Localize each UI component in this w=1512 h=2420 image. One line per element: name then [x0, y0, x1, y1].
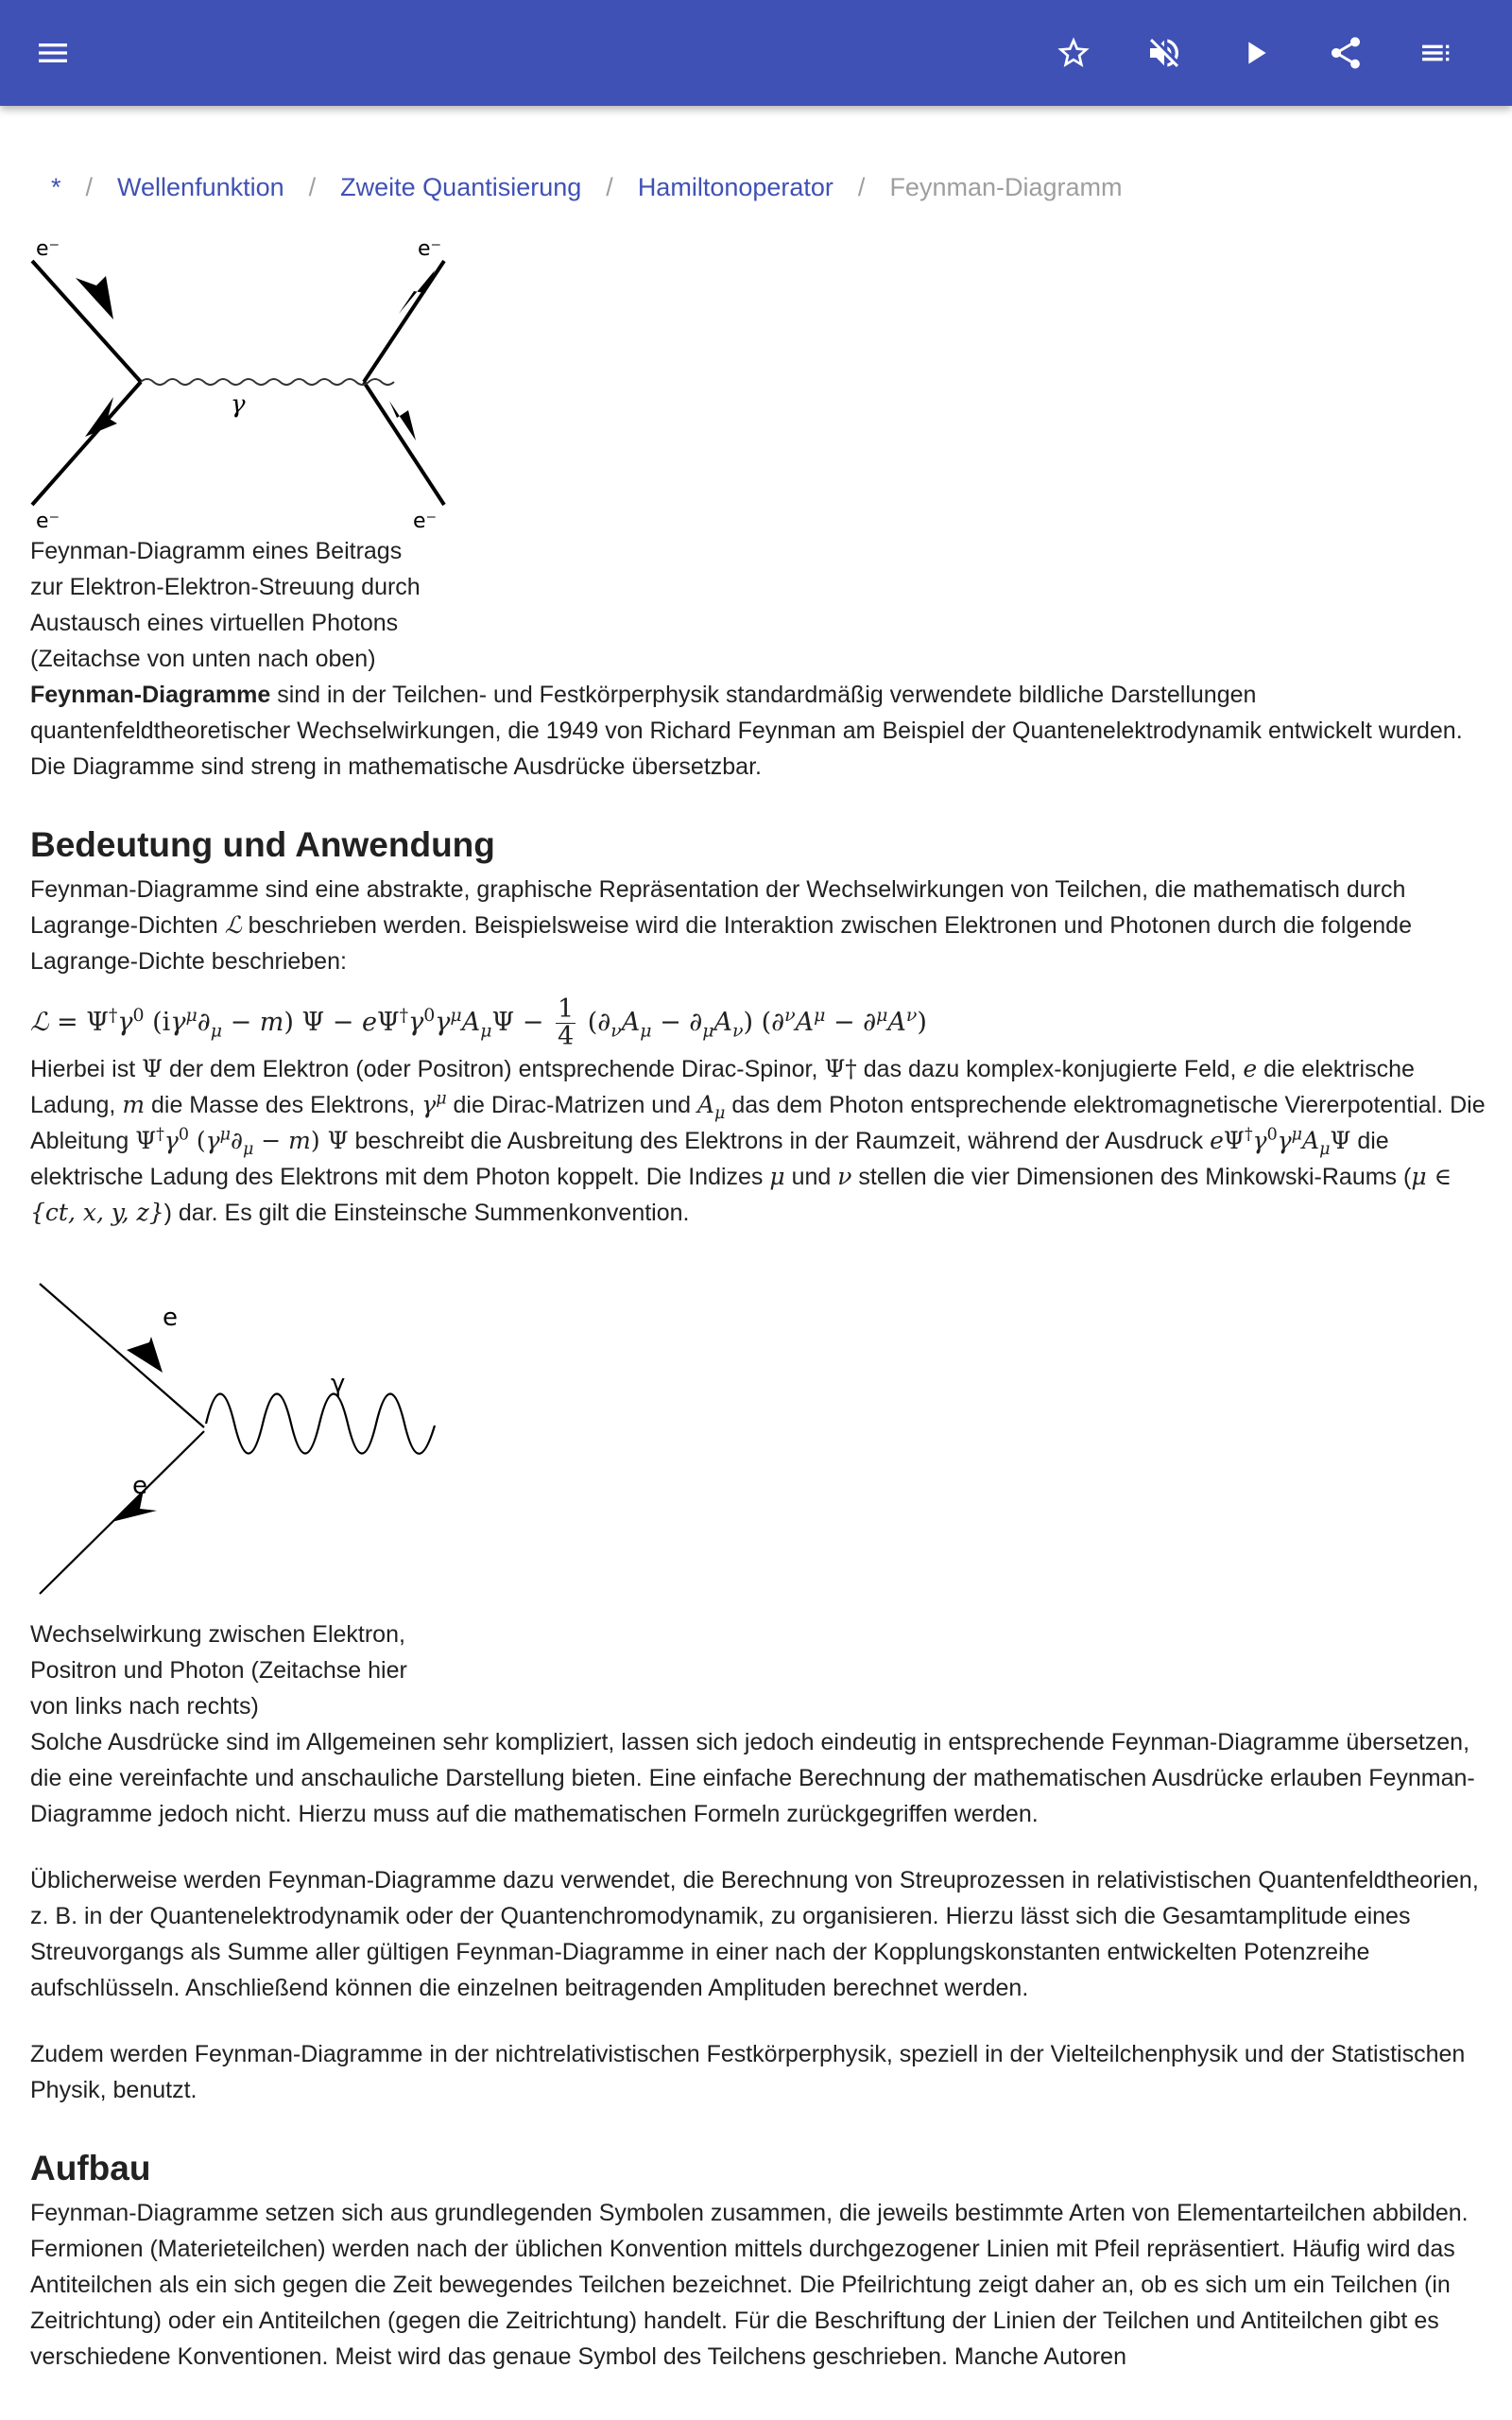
label-e-lower: e: [132, 1472, 147, 1500]
math-gamma-mu: $\gamma^\mu$: [421, 1089, 447, 1118]
breadcrumb: [51, 168, 1123, 206]
label-photon: γ: [231, 390, 246, 419]
text: das dazu komplex-konjugierte Feld,: [856, 1056, 1244, 1082]
text: stellen die vier Dimensionen des Minkowski-Raums (: [851, 1164, 1412, 1190]
article-content: [30, 227, 1486, 2375]
paragraph: Feynman-Diagramme setzen sich aus grundlegenden Symbolen zusammen, die jeweils bestimmte Arten von Elementarteilchen abbilden. Fermionen (Materieteilchen) werden nach der üblichen Konvention mittels durchgezogener Linien mit Pfeil repräsentiert. Häufig wird das Antiteilchen als ein sich gegen die Zeit bewegendes Teilchen bezeichnet. Die Pfeilrichtung zeigt daher an, ob es sich um ein Teilchen (in Zeitrichtung) oder ein Antiteilchen (gegen die Zeitrichtung) handelt. Für die Beschriftung der Linien der Teilchen und Antiteilchen gibt es verschiedene Konventionen. Meist wird das genaue Symbol des Teilchens geschrieben. Manche Autoren: [30, 2200, 1469, 2370]
menu-button[interactable]: [23, 23, 83, 83]
math-psi-dagger: Ψ†: [824, 1055, 857, 1082]
breadcrumb-separator: /: [606, 173, 613, 201]
intro-term: Feynman-Diagramme: [30, 682, 271, 708]
text: Feynman-Diagramme sind eine abstrakte, graphische Repräsentation der Wechselwirkungen von Teilchen, die mathematisch durch Lagrange-Dichten: [30, 876, 1406, 939]
photon-line: [141, 379, 394, 385]
text: das dem Photon entsprechende elektromagnetische Viererpotential. Die Ableitung: [30, 1092, 1486, 1154]
math-e: e: [1243, 1055, 1258, 1082]
feynman-diagram-vertex: [30, 1261, 455, 1611]
figure-electron-scattering: [30, 227, 1486, 677]
math-a-mu: $A_\mu$: [696, 1091, 726, 1123]
figure-vertex: [30, 1261, 1486, 1724]
text: die elektrische Ladung des Elektrons mit dem Photon koppelt. Die Indizes: [30, 1128, 1389, 1190]
fraction: [556, 996, 576, 1050]
text: ) dar. Es gilt die Einsteinsche Summenkonvention.: [163, 1200, 690, 1226]
favorite-button[interactable]: [1043, 23, 1104, 83]
label-e-bottom-right: e⁻: [413, 510, 438, 533]
paragraph: Üblicherweise werden Feynman-Diagramme dazu verwendet, die Berechnung von Streuprozessen in relativistischen Quantenfeldtheorien, z. B. in der Quantenelektrodynamik oder der Quantenchromodynamik, zu organisieren. Hierzu lässt sich die Gesamtamplitude eines Streuvorgangs als Summe aller gültigen Feynman-Diagramme in einer nach der Kopplungskonstanten entwickelten Potenzreihe aufschlüsseln. Anschließend können die einzelnen beitragenden Amplituden berechnet werden.: [30, 1867, 1479, 2001]
label-e-upper: e: [163, 1304, 178, 1332]
text: die elektrische Ladung,: [30, 1056, 1415, 1118]
intro-text: sind in der Teilchen- und Festkörperphysik standardmäßig verwendete bildliche Darstellungen quantenfeldtheoretischer Wechselwirkungen, die 1949 von Richard Feynman am Beispiel der Quantenelektrodynamik entwickelt wurden. Die Diagramme sind streng in mathematische Ausdrücke übersetzbar.: [30, 682, 1463, 780]
math-lagrangian: ℒ: [224, 911, 242, 939]
app-bar: [0, 0, 1512, 106]
caption-line: Austausch eines virtuellen Photons: [30, 610, 399, 636]
paragraph: Solche Ausdrücke sind im Allgemeinen sehr kompliziert, lassen sich jedoch eindeutig in entsprechende Feynman-Diagramme übersetzen, die eine vereinfachte und anschauliche Darstellung bieten. Eine einfache Berechnung der mathematischen Ausdrücke erlauben Feynman-Diagramme jedoch nicht. Hierzu muss auf die mathematischen Formeln zurückgegriffen werden.: [30, 1729, 1475, 1827]
play-icon: [1236, 34, 1274, 72]
math-a: A: [696, 1091, 715, 1118]
breadcrumb-separator: /: [308, 173, 317, 201]
breadcrumb-item-zweite-quantisierung[interactable]: Zweite Quantisierung: [340, 173, 582, 201]
caption-line: Wechselwirkung zwischen Elektron,: [30, 1621, 405, 1648]
text: und: [784, 1164, 838, 1190]
section-heading-aufbau: Aufbau: [30, 2149, 151, 2187]
breadcrumb-separator: /: [857, 173, 866, 201]
breadcrumb-current: Feynman-Diagramm: [889, 173, 1123, 201]
figure-caption: [30, 533, 446, 677]
figure-caption: [30, 1616, 446, 1724]
math-m: m: [122, 1091, 146, 1118]
math-nu: ν: [837, 1163, 852, 1190]
eq-lhs: ℒ: [30, 1008, 49, 1037]
math-gamma: γ: [421, 1091, 437, 1118]
text: die Masse des Elektrons,: [145, 1092, 422, 1118]
math-minkowski-set: μ ∈ {ct, x, y, z}: [30, 1163, 1452, 1226]
label-photon: γ: [331, 1370, 346, 1398]
lagrangian-equation: ℒ = $\Psi^\dagger\gamma^0$ $(i\gamma^\mu\partial_\mu - m) \Psi - e\Psi^\dagger\gamma^0\gamma^\mu A_\mu\Psi$ − $\frac{1}{4}$ $(\partial_\nu A_\mu - \partial_\mu A_\nu) (\partial^\nu A^\mu - \partial^\mu A^\nu)$: [30, 994, 927, 1051]
text: die Dirac-Matrizen und: [446, 1092, 697, 1118]
label-e-top-right: e⁻: [418, 237, 442, 261]
paragraph-lagrange: [30, 872, 1486, 979]
toc-button[interactable]: [1406, 23, 1467, 83]
caption-line: von links nach rechts): [30, 1693, 259, 1720]
feynman-diagram-electron-scattering: [30, 227, 455, 533]
denominator: 4: [557, 1022, 575, 1051]
breadcrumb-item-root[interactable]: *: [51, 173, 61, 201]
breadcrumb-item-wellenfunktion[interactable]: Wellenfunktion: [117, 173, 284, 201]
math-mu: μ: [769, 1163, 785, 1190]
volume-off-icon: [1145, 34, 1183, 72]
star-outline-icon: [1055, 34, 1092, 72]
play-button[interactable]: [1225, 23, 1285, 83]
caption-line: Positron und Photon (Zeitachse hier: [30, 1657, 407, 1684]
photon-wave: [206, 1394, 435, 1454]
caption-line: zur Elektron-Elektron-Streuung durch: [30, 574, 421, 600]
text: beschreibt die Ausbreitung des Elektrons in der Raumzeit, während der Ausdruck: [348, 1128, 1211, 1154]
numerator: 1: [557, 994, 575, 1024]
text: Hierbei ist: [30, 1056, 143, 1082]
caption-line: Feynman-Diagramm eines Beitrags: [30, 538, 403, 564]
label-e-bottom-left: e⁻: [36, 510, 60, 533]
playlist-icon: [1418, 34, 1455, 72]
label-e-top-left: e⁻: [36, 237, 60, 261]
text: der dem Elektron (oder Positron) entsprechende Dirac-Spinor,: [163, 1056, 825, 1082]
math-coupling-term: $e\Psi^\dagger\gamma^0\gamma^\mu A_\mu\Psi$: [1210, 1125, 1351, 1159]
paragraph-definitions: [30, 1051, 1486, 1231]
share-button[interactable]: [1315, 23, 1376, 83]
caption-line: (Zeitachse von unten nach oben): [30, 646, 376, 672]
text: beschrieben werden. Beispielsweise wird die Interaktion zwischen Elektronen und Photonen durch die folgende Lagrange-Dichte beschrieben:: [30, 912, 1412, 975]
breadcrumb-item-hamiltonoperator[interactable]: Hamiltonoperator: [637, 173, 833, 201]
math-derivative-term: $\Psi^\dagger\gamma^0$ $(\gamma^\mu\partial_\mu - m)$ Ψ: [135, 1125, 349, 1159]
share-icon: [1327, 34, 1365, 72]
math-psi: Ψ: [142, 1055, 163, 1082]
mute-button[interactable]: [1134, 23, 1194, 83]
breadcrumb-separator: /: [85, 173, 94, 201]
section-heading-bedeutung: Bedeutung und Anwendung: [30, 825, 495, 864]
hamburger-menu-icon: [34, 34, 72, 72]
paragraph: Zudem werden Feynman-Diagramme in der nichtrelativistischen Festkörperphysik, speziell in der Vielteilchenphysik und der Statistischen Physik, benutzt.: [30, 2041, 1466, 2103]
intro-paragraph: [30, 677, 1486, 785]
